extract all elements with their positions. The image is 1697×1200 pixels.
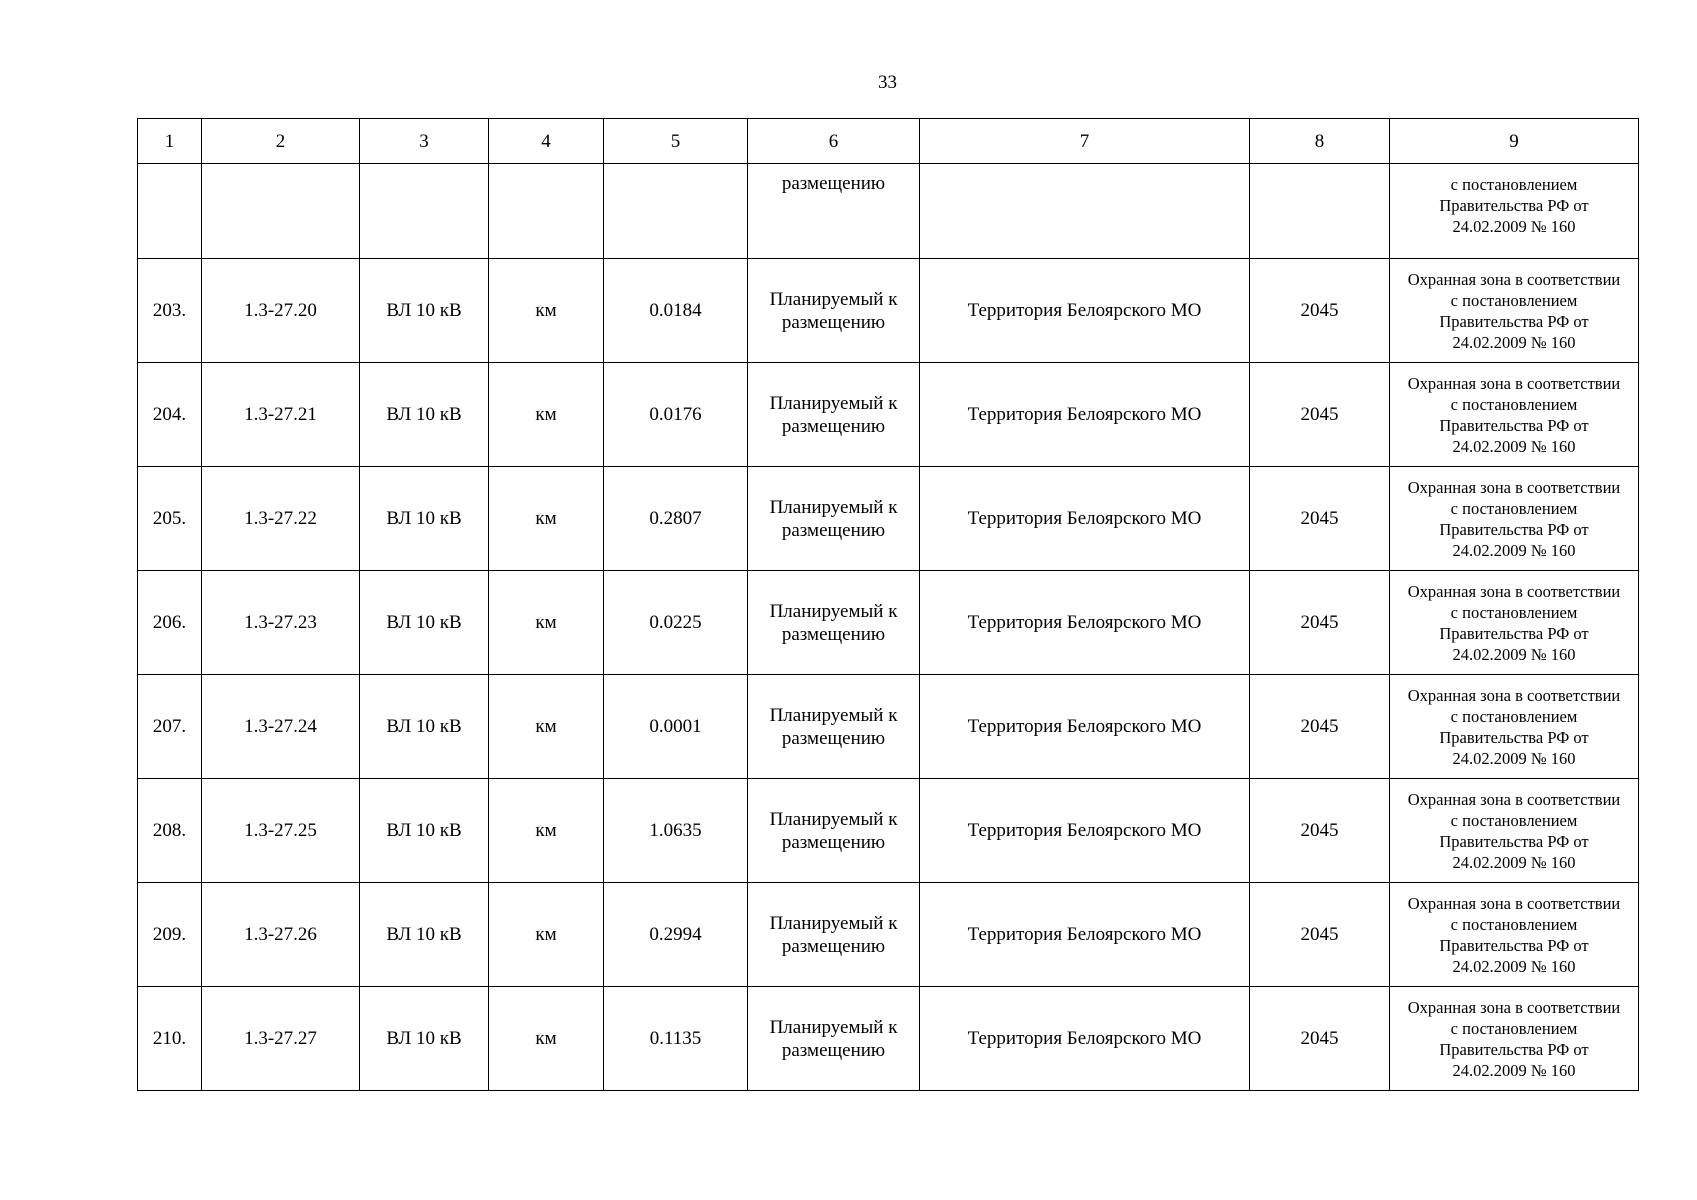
cell-unit: км xyxy=(489,571,604,675)
object-table xyxy=(137,118,1639,1091)
zone-line: 24.02.2009 № 160 xyxy=(1452,436,1576,456)
header-cell-7: 7 xyxy=(920,119,1250,164)
header-cell-9: 9 xyxy=(1390,119,1639,164)
zone-line: с постановлением xyxy=(1450,706,1578,726)
zone-line: с постановлением xyxy=(1450,602,1578,622)
table-row xyxy=(138,675,1639,779)
cell-year xyxy=(1250,164,1390,259)
zone-line: Охранная зона в соответствии xyxy=(1407,581,1621,601)
cell-name: ВЛ 10 кВ xyxy=(360,987,489,1091)
cell-unit xyxy=(489,164,604,259)
cell-num: 208. xyxy=(138,779,202,883)
status-line: Планируемый к xyxy=(769,600,898,622)
cell-zone xyxy=(1390,675,1639,779)
cell-zone xyxy=(1390,987,1639,1091)
cell-zone xyxy=(1390,363,1639,467)
zone-line: Правительства РФ от xyxy=(1439,519,1589,539)
cell-name: ВЛ 10 кВ xyxy=(360,675,489,779)
cell-num: 210. xyxy=(138,987,202,1091)
table-row xyxy=(138,259,1639,363)
cell-unit: км xyxy=(489,363,604,467)
continuation-row xyxy=(138,164,1639,259)
header-cell-6: 6 xyxy=(748,119,920,164)
cell-name: ВЛ 10 кВ xyxy=(360,467,489,571)
zone-line: Охранная зона в соответствии xyxy=(1407,477,1621,497)
cell-status xyxy=(748,675,920,779)
zone-line: Правительства РФ от xyxy=(1439,831,1589,851)
cell-location: Территория Белоярского МО xyxy=(920,571,1250,675)
cell-num xyxy=(138,164,202,259)
table-row xyxy=(138,987,1639,1091)
zone-line: с постановлением xyxy=(1450,914,1578,934)
cell-location: Территория Белоярского МО xyxy=(920,259,1250,363)
zone-line: Охранная зона в соответствии xyxy=(1407,685,1621,705)
cell-status xyxy=(748,467,920,571)
cell-code: 1.3-27.22 xyxy=(202,467,360,571)
cell-location: Территория Белоярского МО xyxy=(920,987,1250,1091)
table-row xyxy=(138,571,1639,675)
header-cell-3: 3 xyxy=(360,119,489,164)
zone-line: Правительства РФ от xyxy=(1439,1039,1589,1059)
cell-status xyxy=(748,259,920,363)
zone-line: 24.02.2009 № 160 xyxy=(1452,332,1576,352)
header-cell-8: 8 xyxy=(1250,119,1390,164)
cell-location: Территория Белоярского МО xyxy=(920,779,1250,883)
status-line: размещению xyxy=(781,727,886,749)
cell-code: 1.3-27.27 xyxy=(202,987,360,1091)
cell-num: 205. xyxy=(138,467,202,571)
cell-name: ВЛ 10 кВ xyxy=(360,363,489,467)
cell-year: 2045 xyxy=(1250,883,1390,987)
cell-location: Территория Белоярского МО xyxy=(920,675,1250,779)
status-line: размещению xyxy=(781,1039,886,1061)
zone-line: Охранная зона в соответствии xyxy=(1407,893,1621,913)
zone-line: с постановлением xyxy=(1450,810,1578,830)
cell-value: 0.0225 xyxy=(604,571,748,675)
cell-code: 1.3-27.26 xyxy=(202,883,360,987)
cell-num: 206. xyxy=(138,571,202,675)
cell-zone xyxy=(1390,259,1639,363)
cell-year: 2045 xyxy=(1250,987,1390,1091)
header-cell-1: 1 xyxy=(138,119,202,164)
zone-line: с постановлением xyxy=(1450,498,1578,518)
cell-year: 2045 xyxy=(1250,675,1390,779)
cell-num: 209. xyxy=(138,883,202,987)
cell-value: 0.1135 xyxy=(604,987,748,1091)
page-number: 33 xyxy=(878,72,897,93)
header-cell-2: 2 xyxy=(202,119,360,164)
zone-line: 24.02.2009 № 160 xyxy=(1452,956,1576,976)
zone-line: 24.02.2009 № 160 xyxy=(1452,1060,1576,1080)
cell-status xyxy=(748,571,920,675)
zone-line: 24.02.2009 № 160 xyxy=(1452,217,1576,236)
cell-code: 1.3-27.20 xyxy=(202,259,360,363)
zone-line: 24.02.2009 № 160 xyxy=(1452,644,1576,664)
cell-status xyxy=(748,987,920,1091)
cell-unit: км xyxy=(489,779,604,883)
cell-location xyxy=(920,164,1250,259)
cell-zone xyxy=(1390,779,1639,883)
cell-num: 203. xyxy=(138,259,202,363)
zone-line: Правительства РФ от xyxy=(1439,415,1589,435)
status-line: Планируемый к xyxy=(769,1016,898,1038)
zone-line: Правительства РФ от xyxy=(1439,727,1589,747)
table-row xyxy=(138,467,1639,571)
status-line: размещению xyxy=(781,311,886,333)
cell-name: ВЛ 10 кВ xyxy=(360,883,489,987)
cell-status xyxy=(748,883,920,987)
header-cell-4: 4 xyxy=(489,119,604,164)
cell-code: 1.3-27.24 xyxy=(202,675,360,779)
zone-line: Правительства РФ от xyxy=(1439,196,1589,215)
cell-unit: км xyxy=(489,987,604,1091)
cell-zone xyxy=(1390,467,1639,571)
cell-location: Территория Белоярского МО xyxy=(920,363,1250,467)
status-line: Планируемый к xyxy=(769,496,898,518)
cell-zone xyxy=(1390,883,1639,987)
status-line: размещению xyxy=(781,623,886,645)
cell-year: 2045 xyxy=(1250,259,1390,363)
cell-value: 1.0635 xyxy=(604,779,748,883)
zone-line: с постановлением xyxy=(1450,175,1578,194)
cell-value xyxy=(604,164,748,259)
zone-line: Охранная зона в соответствии xyxy=(1407,997,1621,1017)
zone-line: Охранная зона в соответствии xyxy=(1407,789,1621,809)
table-row xyxy=(138,883,1639,987)
cell-code: 1.3-27.25 xyxy=(202,779,360,883)
table-row xyxy=(138,363,1639,467)
cell-name: ВЛ 10 кВ xyxy=(360,571,489,675)
cell-value: 0.2807 xyxy=(604,467,748,571)
cell-value: 0.2994 xyxy=(604,883,748,987)
zone-line: 24.02.2009 № 160 xyxy=(1452,748,1576,768)
cell-year: 2045 xyxy=(1250,467,1390,571)
cell-name xyxy=(360,164,489,259)
cell-zone xyxy=(1390,164,1639,259)
cell-num: 207. xyxy=(138,675,202,779)
status-line: размещению xyxy=(781,935,886,957)
cell-num: 204. xyxy=(138,363,202,467)
zone-line: Охранная зона в соответствии xyxy=(1407,373,1621,393)
zone-line: с постановлением xyxy=(1450,394,1578,414)
cell-unit: км xyxy=(489,675,604,779)
cell-location: Территория Белоярского МО xyxy=(920,883,1250,987)
cell-code xyxy=(202,164,360,259)
status-line: Планируемый к xyxy=(769,912,898,934)
cell-status xyxy=(748,779,920,883)
cell-year: 2045 xyxy=(1250,363,1390,467)
cell-name: ВЛ 10 кВ xyxy=(360,779,489,883)
zone-line: с постановлением xyxy=(1450,1018,1578,1038)
cell-name: ВЛ 10 кВ xyxy=(360,259,489,363)
status-line: размещению xyxy=(781,415,886,437)
status-line: размещению xyxy=(781,831,886,853)
cell-unit: км xyxy=(489,883,604,987)
zone-line: с постановлением xyxy=(1450,290,1578,310)
status-line: Планируемый к xyxy=(769,288,898,310)
status-line: Планируемый к xyxy=(769,392,898,414)
header-cell-5: 5 xyxy=(604,119,748,164)
cell-value: 0.0184 xyxy=(604,259,748,363)
zone-line: Охранная зона в соответствии xyxy=(1407,269,1621,289)
zone-line: Правительства РФ от xyxy=(1439,311,1589,331)
zone-line: 24.02.2009 № 160 xyxy=(1452,852,1576,872)
zone-line: 24.02.2009 № 160 xyxy=(1452,540,1576,560)
table-row xyxy=(138,779,1639,883)
cell-zone xyxy=(1390,571,1639,675)
cell-value: 0.0176 xyxy=(604,363,748,467)
cell-unit: км xyxy=(489,467,604,571)
status-line: Планируемый к xyxy=(769,704,898,726)
cell-value: 0.0001 xyxy=(604,675,748,779)
cell-location: Территория Белоярского МО xyxy=(920,467,1250,571)
status-line: размещению xyxy=(781,519,886,541)
cell-year: 2045 xyxy=(1250,571,1390,675)
status-line: Планируемый к xyxy=(769,808,898,830)
cell-code: 1.3-27.23 xyxy=(202,571,360,675)
cell-status xyxy=(748,363,920,467)
zone-line: Правительства РФ от xyxy=(1439,935,1589,955)
table-header-row xyxy=(138,119,1639,164)
zone-line: Правительства РФ от xyxy=(1439,623,1589,643)
cell-unit: км xyxy=(489,259,604,363)
cell-status: размещению xyxy=(748,164,920,259)
cell-year: 2045 xyxy=(1250,779,1390,883)
cell-code: 1.3-27.21 xyxy=(202,363,360,467)
